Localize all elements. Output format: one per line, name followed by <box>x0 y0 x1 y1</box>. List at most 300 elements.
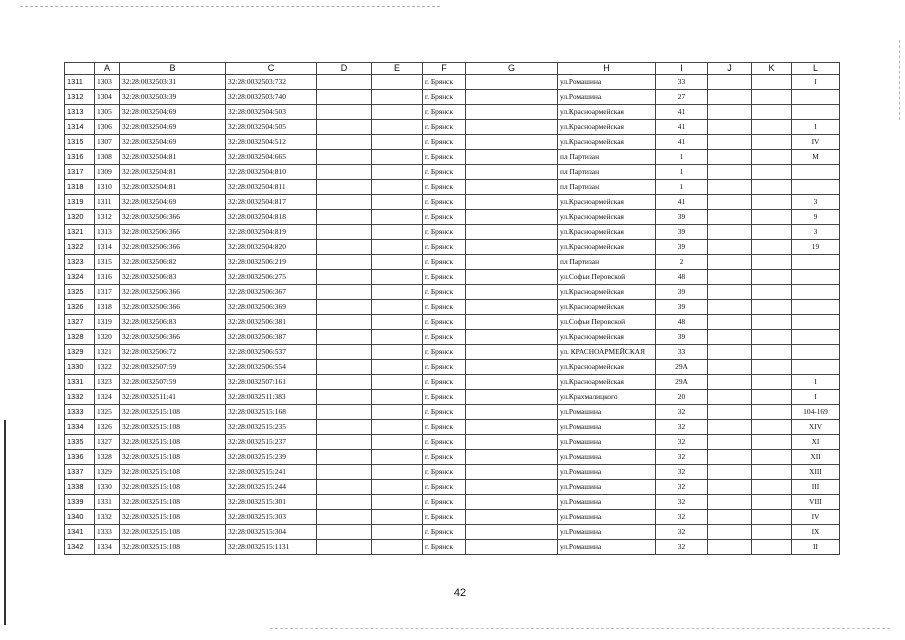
cell-c[interactable]: 32:28:0032506:219 <box>226 255 317 270</box>
row-number[interactable]: 1323 <box>65 255 95 270</box>
cell-e[interactable] <box>372 210 423 225</box>
cell-a[interactable]: 1321 <box>95 345 120 360</box>
cell-j[interactable] <box>708 465 752 480</box>
cell-e[interactable] <box>372 465 423 480</box>
cell-k[interactable] <box>752 90 792 105</box>
cell-g[interactable] <box>466 270 558 285</box>
cell-h[interactable]: ул.Красноармейская <box>558 300 656 315</box>
cell-i[interactable]: 20 <box>656 390 708 405</box>
cell-d[interactable] <box>317 510 372 525</box>
cell-d[interactable] <box>317 405 372 420</box>
cell-i[interactable]: 39 <box>656 330 708 345</box>
cell-h[interactable]: ул.Красноармейская <box>558 210 656 225</box>
cell-f[interactable]: г. Брянск <box>423 525 466 540</box>
cell-d[interactable] <box>317 225 372 240</box>
cell-l[interactable] <box>792 180 840 195</box>
cell-h[interactable]: ул.Ромашина <box>558 495 656 510</box>
cell-j[interactable] <box>708 405 752 420</box>
cell-g[interactable] <box>466 360 558 375</box>
cell-a[interactable]: 1308 <box>95 150 120 165</box>
cell-g[interactable] <box>466 75 558 90</box>
cell-d[interactable] <box>317 525 372 540</box>
cell-e[interactable] <box>372 390 423 405</box>
cell-i[interactable]: 27 <box>656 90 708 105</box>
cell-e[interactable] <box>372 330 423 345</box>
cell-f[interactable]: г. Брянск <box>423 255 466 270</box>
cell-g[interactable] <box>466 420 558 435</box>
cell-d[interactable] <box>317 300 372 315</box>
cell-a[interactable]: 1317 <box>95 285 120 300</box>
row-number[interactable]: 1337 <box>65 465 95 480</box>
cell-l[interactable] <box>792 270 840 285</box>
cell-a[interactable]: 1332 <box>95 510 120 525</box>
cell-c[interactable]: 32:28:0032504:817 <box>226 195 317 210</box>
cell-j[interactable] <box>708 480 752 495</box>
cell-c[interactable]: 32:28:0032504:820 <box>226 240 317 255</box>
cell-d[interactable] <box>317 135 372 150</box>
cell-j[interactable] <box>708 390 752 405</box>
cell-j[interactable] <box>708 135 752 150</box>
cell-c[interactable]: 32:28:0032515:1131 <box>226 540 317 555</box>
row-number[interactable]: 1316 <box>65 150 95 165</box>
cell-h[interactable]: пл Партизан <box>558 180 656 195</box>
cell-k[interactable] <box>752 285 792 300</box>
cell-a[interactable]: 1326 <box>95 420 120 435</box>
cell-l[interactable] <box>792 165 840 180</box>
cell-c[interactable]: 32:28:0032515:244 <box>226 480 317 495</box>
cell-k[interactable] <box>752 360 792 375</box>
cell-j[interactable] <box>708 360 752 375</box>
cell-l[interactable] <box>792 90 840 105</box>
cell-k[interactable] <box>752 225 792 240</box>
column-header-d[interactable]: D <box>317 63 372 75</box>
row-number[interactable]: 1321 <box>65 225 95 240</box>
cell-a[interactable]: 1303 <box>95 75 120 90</box>
cell-c[interactable]: 32:28:0032504:665 <box>226 150 317 165</box>
cell-i[interactable]: 32 <box>656 540 708 555</box>
cell-g[interactable] <box>466 255 558 270</box>
cell-d[interactable] <box>317 540 372 555</box>
cell-g[interactable] <box>466 150 558 165</box>
cell-h[interactable]: пл Партизан <box>558 150 656 165</box>
cell-h[interactable]: пл Партизан <box>558 165 656 180</box>
cell-g[interactable] <box>466 495 558 510</box>
cell-g[interactable] <box>466 450 558 465</box>
cell-a[interactable]: 1325 <box>95 405 120 420</box>
cell-h[interactable]: ул.Софьи Перовской <box>558 315 656 330</box>
cell-i[interactable]: 29А <box>656 375 708 390</box>
cell-e[interactable] <box>372 450 423 465</box>
cell-b[interactable]: 32:28:0032506:72 <box>120 345 226 360</box>
cell-a[interactable]: 1323 <box>95 375 120 390</box>
cell-h[interactable]: ул.Ромашина <box>558 90 656 105</box>
row-number[interactable]: 1313 <box>65 105 95 120</box>
cell-f[interactable]: г. Брянск <box>423 105 466 120</box>
cell-e[interactable] <box>372 225 423 240</box>
cell-f[interactable]: г. Брянск <box>423 210 466 225</box>
cell-b[interactable]: 32:28:0032515:108 <box>120 525 226 540</box>
cell-c[interactable]: 32:28:0032504:503 <box>226 105 317 120</box>
cell-i[interactable]: 48 <box>656 270 708 285</box>
cell-g[interactable] <box>466 375 558 390</box>
cell-f[interactable]: г. Брянск <box>423 285 466 300</box>
cell-i[interactable]: 2 <box>656 255 708 270</box>
cell-f[interactable]: г. Брянск <box>423 180 466 195</box>
cell-l[interactable]: XIV <box>792 420 840 435</box>
column-header-g[interactable]: G <box>466 63 558 75</box>
cell-j[interactable] <box>708 540 752 555</box>
cell-f[interactable]: г. Брянск <box>423 195 466 210</box>
cell-j[interactable] <box>708 285 752 300</box>
cell-h[interactable]: ул. КРАСНОАРМЕЙСКАЯ <box>558 345 656 360</box>
cell-f[interactable]: г. Брянск <box>423 450 466 465</box>
cell-h[interactable]: ул.Ромашина <box>558 465 656 480</box>
cell-g[interactable] <box>466 135 558 150</box>
row-number[interactable]: 1328 <box>65 330 95 345</box>
cell-g[interactable] <box>466 105 558 120</box>
cell-f[interactable]: г. Брянск <box>423 390 466 405</box>
cell-d[interactable] <box>317 75 372 90</box>
cell-e[interactable] <box>372 105 423 120</box>
row-number[interactable]: 1315 <box>65 135 95 150</box>
row-number[interactable]: 1332 <box>65 390 95 405</box>
cell-a[interactable]: 1304 <box>95 90 120 105</box>
cell-d[interactable] <box>317 255 372 270</box>
cell-k[interactable] <box>752 150 792 165</box>
cell-k[interactable] <box>752 420 792 435</box>
cell-l[interactable]: I <box>792 75 840 90</box>
cell-l[interactable] <box>792 285 840 300</box>
row-number[interactable]: 1341 <box>65 525 95 540</box>
cell-c[interactable]: 32:28:0032515:303 <box>226 510 317 525</box>
cell-a[interactable]: 1309 <box>95 165 120 180</box>
cell-j[interactable] <box>708 165 752 180</box>
cell-d[interactable] <box>317 315 372 330</box>
cell-e[interactable] <box>372 540 423 555</box>
cell-d[interactable] <box>317 450 372 465</box>
cell-b[interactable]: 32:28:0032515:108 <box>120 465 226 480</box>
cell-h[interactable]: ул.Ромашина <box>558 450 656 465</box>
cell-h[interactable]: ул.Красноармейская <box>558 330 656 345</box>
cell-h[interactable]: ул.Красноармейская <box>558 225 656 240</box>
cell-g[interactable] <box>466 315 558 330</box>
row-number[interactable]: 1317 <box>65 165 95 180</box>
cell-k[interactable] <box>752 105 792 120</box>
row-number[interactable]: 1324 <box>65 270 95 285</box>
cell-g[interactable] <box>466 330 558 345</box>
cell-c[interactable]: 32:28:0032504:810 <box>226 165 317 180</box>
cell-a[interactable]: 1316 <box>95 270 120 285</box>
cell-i[interactable]: 1 <box>656 165 708 180</box>
cell-i[interactable]: 29А <box>656 360 708 375</box>
cell-h[interactable]: ул.Ромашина <box>558 510 656 525</box>
cell-b[interactable]: 32:28:0032511:41 <box>120 390 226 405</box>
cell-j[interactable] <box>708 495 752 510</box>
cell-c[interactable]: 32:28:0032504:819 <box>226 225 317 240</box>
cell-h[interactable]: ул.Красноармейская <box>558 240 656 255</box>
cell-f[interactable]: г. Брянск <box>423 225 466 240</box>
cell-f[interactable]: г. Брянск <box>423 135 466 150</box>
cell-e[interactable] <box>372 150 423 165</box>
cell-c[interactable]: 32:28:0032506:381 <box>226 315 317 330</box>
cell-k[interactable] <box>752 540 792 555</box>
cell-j[interactable] <box>708 150 752 165</box>
cell-l[interactable] <box>792 300 840 315</box>
cell-g[interactable] <box>466 465 558 480</box>
cell-i[interactable]: 1 <box>656 150 708 165</box>
cell-i[interactable]: 39 <box>656 210 708 225</box>
cell-d[interactable] <box>317 165 372 180</box>
cell-e[interactable] <box>372 300 423 315</box>
cell-b[interactable]: 32:28:0032504:81 <box>120 165 226 180</box>
row-number[interactable]: 1329 <box>65 345 95 360</box>
cell-i[interactable]: 32 <box>656 525 708 540</box>
cell-h[interactable]: ул.Красноармейская <box>558 375 656 390</box>
cell-i[interactable]: 39 <box>656 285 708 300</box>
cell-g[interactable] <box>466 480 558 495</box>
cell-b[interactable]: 32:28:0032504:69 <box>120 120 226 135</box>
cell-j[interactable] <box>708 210 752 225</box>
row-number[interactable]: 1342 <box>65 540 95 555</box>
cell-h[interactable]: ул.Ромашина <box>558 420 656 435</box>
cell-e[interactable] <box>372 180 423 195</box>
cell-f[interactable]: г. Брянск <box>423 405 466 420</box>
cell-i[interactable]: 32 <box>656 420 708 435</box>
cell-c[interactable]: 32:28:0032504:818 <box>226 210 317 225</box>
cell-h[interactable]: ул.Ромашина <box>558 75 656 90</box>
cell-b[interactable]: 32:28:0032506:366 <box>120 285 226 300</box>
cell-d[interactable] <box>317 375 372 390</box>
cell-i[interactable]: 32 <box>656 450 708 465</box>
cell-i[interactable]: 48 <box>656 315 708 330</box>
cell-i[interactable]: 32 <box>656 510 708 525</box>
cell-a[interactable]: 1306 <box>95 120 120 135</box>
cell-b[interactable]: 32:28:0032504:69 <box>120 195 226 210</box>
cell-l[interactable] <box>792 315 840 330</box>
cell-e[interactable] <box>372 405 423 420</box>
cell-a[interactable]: 1328 <box>95 450 120 465</box>
cell-c[interactable]: 32:28:0032506:275 <box>226 270 317 285</box>
cell-l[interactable]: 9 <box>792 210 840 225</box>
cell-f[interactable]: г. Брянск <box>423 495 466 510</box>
cell-i[interactable]: 32 <box>656 405 708 420</box>
cell-j[interactable] <box>708 510 752 525</box>
cell-g[interactable] <box>466 510 558 525</box>
cell-l[interactable]: I <box>792 120 840 135</box>
cell-a[interactable]: 1330 <box>95 480 120 495</box>
cell-a[interactable]: 1313 <box>95 225 120 240</box>
cell-i[interactable]: 39 <box>656 300 708 315</box>
cell-f[interactable]: г. Брянск <box>423 75 466 90</box>
cell-k[interactable] <box>752 375 792 390</box>
cell-h[interactable]: ул.Ромашина <box>558 435 656 450</box>
cell-j[interactable] <box>708 180 752 195</box>
cell-j[interactable] <box>708 225 752 240</box>
cell-e[interactable] <box>372 90 423 105</box>
cell-d[interactable] <box>317 270 372 285</box>
cell-c[interactable]: 32:28:0032515:235 <box>226 420 317 435</box>
cell-k[interactable] <box>752 120 792 135</box>
cell-g[interactable] <box>466 300 558 315</box>
column-header-e[interactable]: E <box>372 63 423 75</box>
cell-d[interactable] <box>317 495 372 510</box>
cell-l[interactable]: IV <box>792 510 840 525</box>
cell-b[interactable]: 32:28:0032515:108 <box>120 495 226 510</box>
cell-d[interactable] <box>317 345 372 360</box>
cell-j[interactable] <box>708 255 752 270</box>
cell-a[interactable]: 1324 <box>95 390 120 405</box>
cell-l[interactable]: M <box>792 150 840 165</box>
cell-e[interactable] <box>372 345 423 360</box>
cell-j[interactable] <box>708 435 752 450</box>
row-number[interactable]: 1338 <box>65 480 95 495</box>
cell-k[interactable] <box>752 495 792 510</box>
cell-b[interactable]: 32:28:0032503:39 <box>120 90 226 105</box>
cell-g[interactable] <box>466 540 558 555</box>
cell-k[interactable] <box>752 510 792 525</box>
cell-e[interactable] <box>372 360 423 375</box>
cell-i[interactable]: 32 <box>656 435 708 450</box>
cell-e[interactable] <box>372 135 423 150</box>
cell-a[interactable]: 1320 <box>95 330 120 345</box>
cell-c[interactable]: 32:28:0032515:168 <box>226 405 317 420</box>
cell-a[interactable]: 1312 <box>95 210 120 225</box>
cell-j[interactable] <box>708 75 752 90</box>
cell-l[interactable]: III <box>792 480 840 495</box>
cell-k[interactable] <box>752 300 792 315</box>
cell-f[interactable]: г. Брянск <box>423 465 466 480</box>
cell-j[interactable] <box>708 315 752 330</box>
cell-i[interactable]: 41 <box>656 135 708 150</box>
cell-i[interactable]: 1 <box>656 180 708 195</box>
cell-b[interactable]: 32:28:0032507:59 <box>120 375 226 390</box>
cell-k[interactable] <box>752 480 792 495</box>
cell-l[interactable]: II <box>792 540 840 555</box>
cell-b[interactable]: 32:28:0032506:366 <box>120 330 226 345</box>
cell-d[interactable] <box>317 285 372 300</box>
cell-i[interactable]: 41 <box>656 120 708 135</box>
cell-k[interactable] <box>752 165 792 180</box>
cell-g[interactable] <box>466 345 558 360</box>
cell-f[interactable]: г. Брянск <box>423 315 466 330</box>
cell-j[interactable] <box>708 270 752 285</box>
cell-e[interactable] <box>372 240 423 255</box>
cell-h[interactable]: ул.Ромашина <box>558 540 656 555</box>
row-number[interactable]: 1339 <box>65 495 95 510</box>
cell-l[interactable]: 19 <box>792 240 840 255</box>
cell-g[interactable] <box>466 390 558 405</box>
cell-b[interactable]: 32:28:0032515:108 <box>120 450 226 465</box>
cell-k[interactable] <box>752 405 792 420</box>
cell-b[interactable]: 32:28:0032515:108 <box>120 510 226 525</box>
row-number[interactable]: 1333 <box>65 405 95 420</box>
cell-a[interactable]: 1329 <box>95 465 120 480</box>
row-number[interactable]: 1325 <box>65 285 95 300</box>
cell-g[interactable] <box>466 165 558 180</box>
cell-j[interactable] <box>708 120 752 135</box>
cell-f[interactable]: г. Брянск <box>423 150 466 165</box>
cell-d[interactable] <box>317 90 372 105</box>
cell-b[interactable]: 32:28:0032503:31 <box>120 75 226 90</box>
cell-h[interactable]: ул.Красноармейская <box>558 195 656 210</box>
cell-f[interactable]: г. Брянск <box>423 360 466 375</box>
cell-b[interactable]: 32:28:0032504:81 <box>120 180 226 195</box>
cell-l[interactable]: I <box>792 390 840 405</box>
column-header-k[interactable]: K <box>752 63 792 75</box>
column-header-f[interactable]: F <box>423 63 466 75</box>
cell-h[interactable]: пл Партизан <box>558 255 656 270</box>
cell-g[interactable] <box>466 195 558 210</box>
cell-k[interactable] <box>752 390 792 405</box>
cell-d[interactable] <box>317 195 372 210</box>
cell-c[interactable]: 32:28:0032504:811 <box>226 180 317 195</box>
cell-d[interactable] <box>317 330 372 345</box>
column-header-i[interactable]: I <box>656 63 708 75</box>
cell-c[interactable]: 32:28:0032504:512 <box>226 135 317 150</box>
cell-b[interactable]: 32:28:0032515:108 <box>120 420 226 435</box>
cell-c[interactable]: 32:28:0032503:740 <box>226 90 317 105</box>
cell-k[interactable] <box>752 465 792 480</box>
cell-k[interactable] <box>752 525 792 540</box>
cell-h[interactable]: ул.Красноармейская <box>558 135 656 150</box>
cell-c[interactable]: 32:28:0032504:505 <box>226 120 317 135</box>
cell-f[interactable]: г. Брянск <box>423 300 466 315</box>
cell-c[interactable]: 32:28:0032511:383 <box>226 390 317 405</box>
cell-k[interactable] <box>752 180 792 195</box>
cell-h[interactable]: ул.Красноармейская <box>558 105 656 120</box>
cell-g[interactable] <box>466 240 558 255</box>
cell-g[interactable] <box>466 285 558 300</box>
cell-l[interactable]: 3 <box>792 195 840 210</box>
cell-k[interactable] <box>752 345 792 360</box>
cell-b[interactable]: 32:28:0032507:59 <box>120 360 226 375</box>
cell-j[interactable] <box>708 345 752 360</box>
cell-h[interactable]: ул.Красноармейская <box>558 285 656 300</box>
cell-l[interactable]: 3 <box>792 225 840 240</box>
cell-f[interactable]: г. Брянск <box>423 420 466 435</box>
cell-k[interactable] <box>752 240 792 255</box>
cell-a[interactable]: 1322 <box>95 360 120 375</box>
cell-k[interactable] <box>752 270 792 285</box>
cell-c[interactable]: 32:28:0032506:554 <box>226 360 317 375</box>
cell-k[interactable] <box>752 195 792 210</box>
cell-h[interactable]: ул.Ромашина <box>558 525 656 540</box>
cell-e[interactable] <box>372 195 423 210</box>
cell-b[interactable]: 32:28:0032504:69 <box>120 105 226 120</box>
cell-b[interactable]: 32:28:0032506:82 <box>120 255 226 270</box>
cell-j[interactable] <box>708 525 752 540</box>
cell-i[interactable]: 32 <box>656 465 708 480</box>
cell-c[interactable]: 32:28:0032515:304 <box>226 525 317 540</box>
cell-l[interactable]: VIII <box>792 495 840 510</box>
column-header-h[interactable]: H <box>558 63 656 75</box>
column-header-j[interactable]: J <box>708 63 752 75</box>
cell-e[interactable] <box>372 435 423 450</box>
row-number[interactable]: 1320 <box>65 210 95 225</box>
cell-f[interactable]: г. Брянск <box>423 120 466 135</box>
cell-i[interactable]: 32 <box>656 495 708 510</box>
cell-c[interactable]: 32:28:0032515:301 <box>226 495 317 510</box>
cell-c[interactable]: 32:28:0032506:367 <box>226 285 317 300</box>
row-number[interactable]: 1327 <box>65 315 95 330</box>
cell-k[interactable] <box>752 75 792 90</box>
cell-i[interactable]: 33 <box>656 345 708 360</box>
cell-d[interactable] <box>317 180 372 195</box>
cell-g[interactable] <box>466 120 558 135</box>
cell-l[interactable]: IX <box>792 525 840 540</box>
cell-b[interactable]: 32:28:0032515:108 <box>120 435 226 450</box>
cell-e[interactable] <box>372 510 423 525</box>
